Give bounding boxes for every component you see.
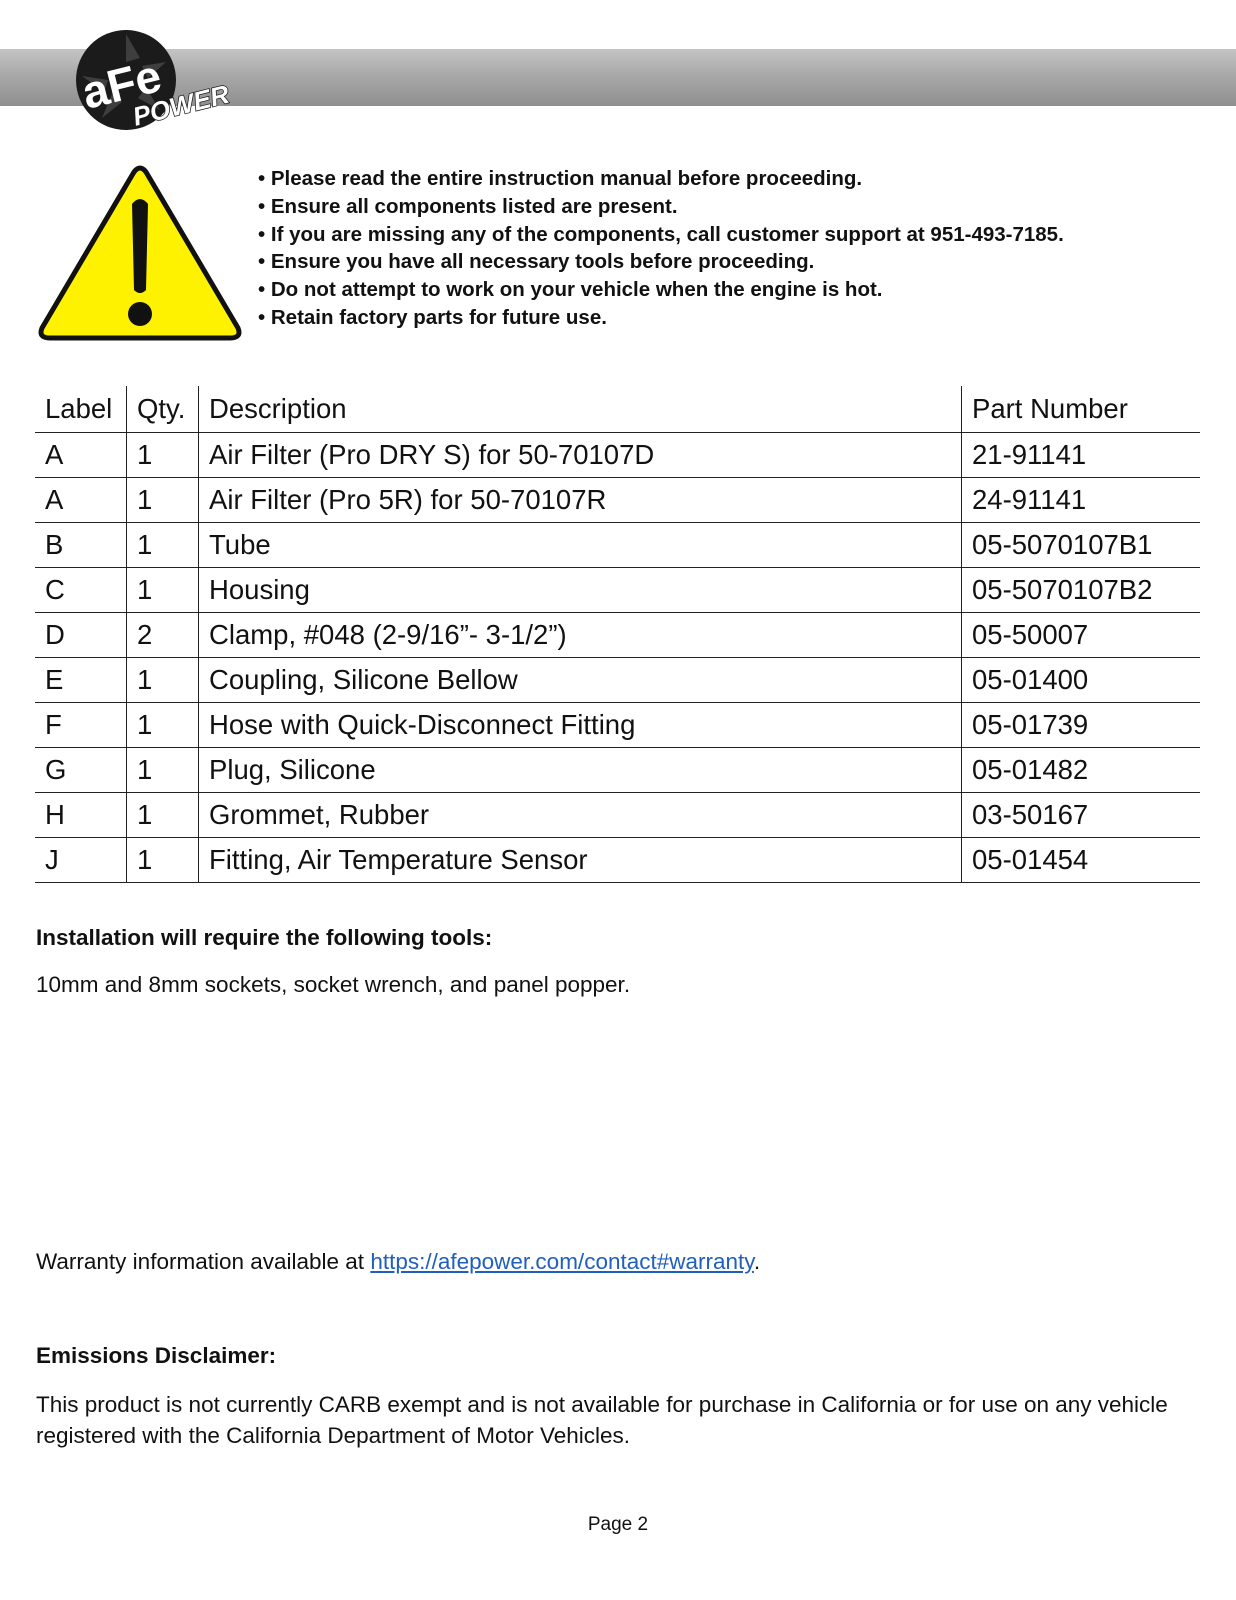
cell-qty: 1 — [127, 658, 199, 703]
table-row — [35, 613, 1200, 658]
column-header-description: Description — [199, 386, 962, 433]
warning-triangle-icon — [36, 164, 244, 346]
cell-label: E — [35, 658, 127, 703]
notice-item: • Retain factory parts for future use. — [258, 304, 1064, 332]
table-row — [35, 658, 1200, 703]
warranty-line — [36, 1249, 760, 1275]
cell-qty: 1 — [127, 478, 199, 523]
cell-label: H — [35, 793, 127, 838]
cell-qty: 1 — [127, 703, 199, 748]
cell-qty: 1 — [127, 838, 199, 883]
notice-item: • Do not attempt to work on your vehicle when the engine is hot. — [258, 276, 1064, 304]
tools-text: 10mm and 8mm sockets, socket wrench, and panel popper. — [36, 972, 631, 997]
cell-part-number: 03-50167 — [962, 793, 1201, 838]
cell-part-number: 24-91141 — [962, 478, 1201, 523]
afe-power-logo — [68, 22, 258, 140]
cell-qty: 1 — [127, 748, 199, 793]
warranty-link[interactable]: https://afepower.com/contact#warranty — [370, 1249, 754, 1274]
table-row — [35, 838, 1200, 883]
logo-subtext: POWER — [129, 78, 233, 132]
cell-part-number: 05-01400 — [962, 658, 1201, 703]
table-row — [35, 793, 1200, 838]
cell-qty: 1 — [127, 433, 199, 478]
cell-qty: 1 — [127, 568, 199, 613]
cell-label: B — [35, 523, 127, 568]
cell-part-number: 05-01739 — [962, 703, 1201, 748]
table-row — [35, 433, 1200, 478]
table-row — [35, 748, 1200, 793]
cell-qty: 1 — [127, 793, 199, 838]
cell-part-number: 05-5070107B1 — [962, 523, 1201, 568]
cell-label: G — [35, 748, 127, 793]
cell-description: Air Filter (Pro 5R) for 50-70107R — [199, 478, 962, 523]
table-row — [35, 568, 1200, 613]
table-row — [35, 703, 1200, 748]
column-header-label: Label — [35, 386, 127, 433]
safety-notices-list — [258, 165, 1064, 332]
cell-label: A — [35, 478, 127, 523]
warranty-suffix: . — [753, 1249, 761, 1274]
notice-item: • Ensure all components listed are present. — [258, 193, 1064, 221]
cell-label: F — [35, 703, 127, 748]
emissions-text: This product is not currently CARB exempt and is not available for purchase in California or for use on any vehicle registered with the California Department of Motor Vehicles. — [36, 1392, 1168, 1448]
cell-part-number: 05-5070107B2 — [962, 568, 1201, 613]
parts-table-header — [35, 386, 1200, 433]
column-header-qty: Qty. — [127, 386, 199, 433]
notice-item: • If you are missing any of the components, call customer support at 951-493-7185. — [258, 221, 1064, 249]
cell-description: Air Filter (Pro DRY S) for 50-70107D — [199, 433, 962, 478]
cell-part-number: 05-01482 — [962, 748, 1201, 793]
cell-description: Tube — [199, 523, 962, 568]
cell-label: J — [35, 838, 127, 883]
cell-description: Housing — [199, 568, 962, 613]
parts-table — [35, 386, 1200, 883]
table-row — [35, 523, 1200, 568]
column-header-part-number: Part Number — [962, 386, 1201, 433]
cell-part-number: 05-50007 — [962, 613, 1201, 658]
cell-qty: 2 — [127, 613, 199, 658]
cell-label: C — [35, 568, 127, 613]
cell-qty: 1 — [127, 523, 199, 568]
cell-label: A — [35, 433, 127, 478]
notice-item: • Please read the entire instruction manual before proceeding. — [258, 165, 1064, 193]
cell-part-number: 05-01454 — [962, 838, 1201, 883]
table-row — [35, 478, 1200, 523]
cell-description: Plug, Silicone — [199, 748, 962, 793]
cell-description: Grommet, Rubber — [199, 793, 962, 838]
cell-description: Hose with Quick-Disconnect Fitting — [199, 703, 962, 748]
cell-description: Clamp, #048 (2-9/16”- 3-1/2”) — [199, 613, 962, 658]
logo-text: aFe — [76, 49, 167, 119]
emissions-heading: Emissions Disclaimer: — [36, 1343, 277, 1368]
cell-part-number: 21-91141 — [962, 433, 1201, 478]
tools-heading: Installation will require the following tools: — [36, 925, 493, 950]
warranty-prefix: Warranty information available at — [36, 1249, 371, 1274]
cell-label: D — [35, 613, 127, 658]
page-number: Page 2 — [587, 1514, 649, 1535]
cell-description: Fitting, Air Temperature Sensor — [199, 838, 962, 883]
cell-description: Coupling, Silicone Bellow — [199, 658, 962, 703]
notice-item: • Ensure you have all necessary tools before proceeding. — [258, 248, 1064, 276]
